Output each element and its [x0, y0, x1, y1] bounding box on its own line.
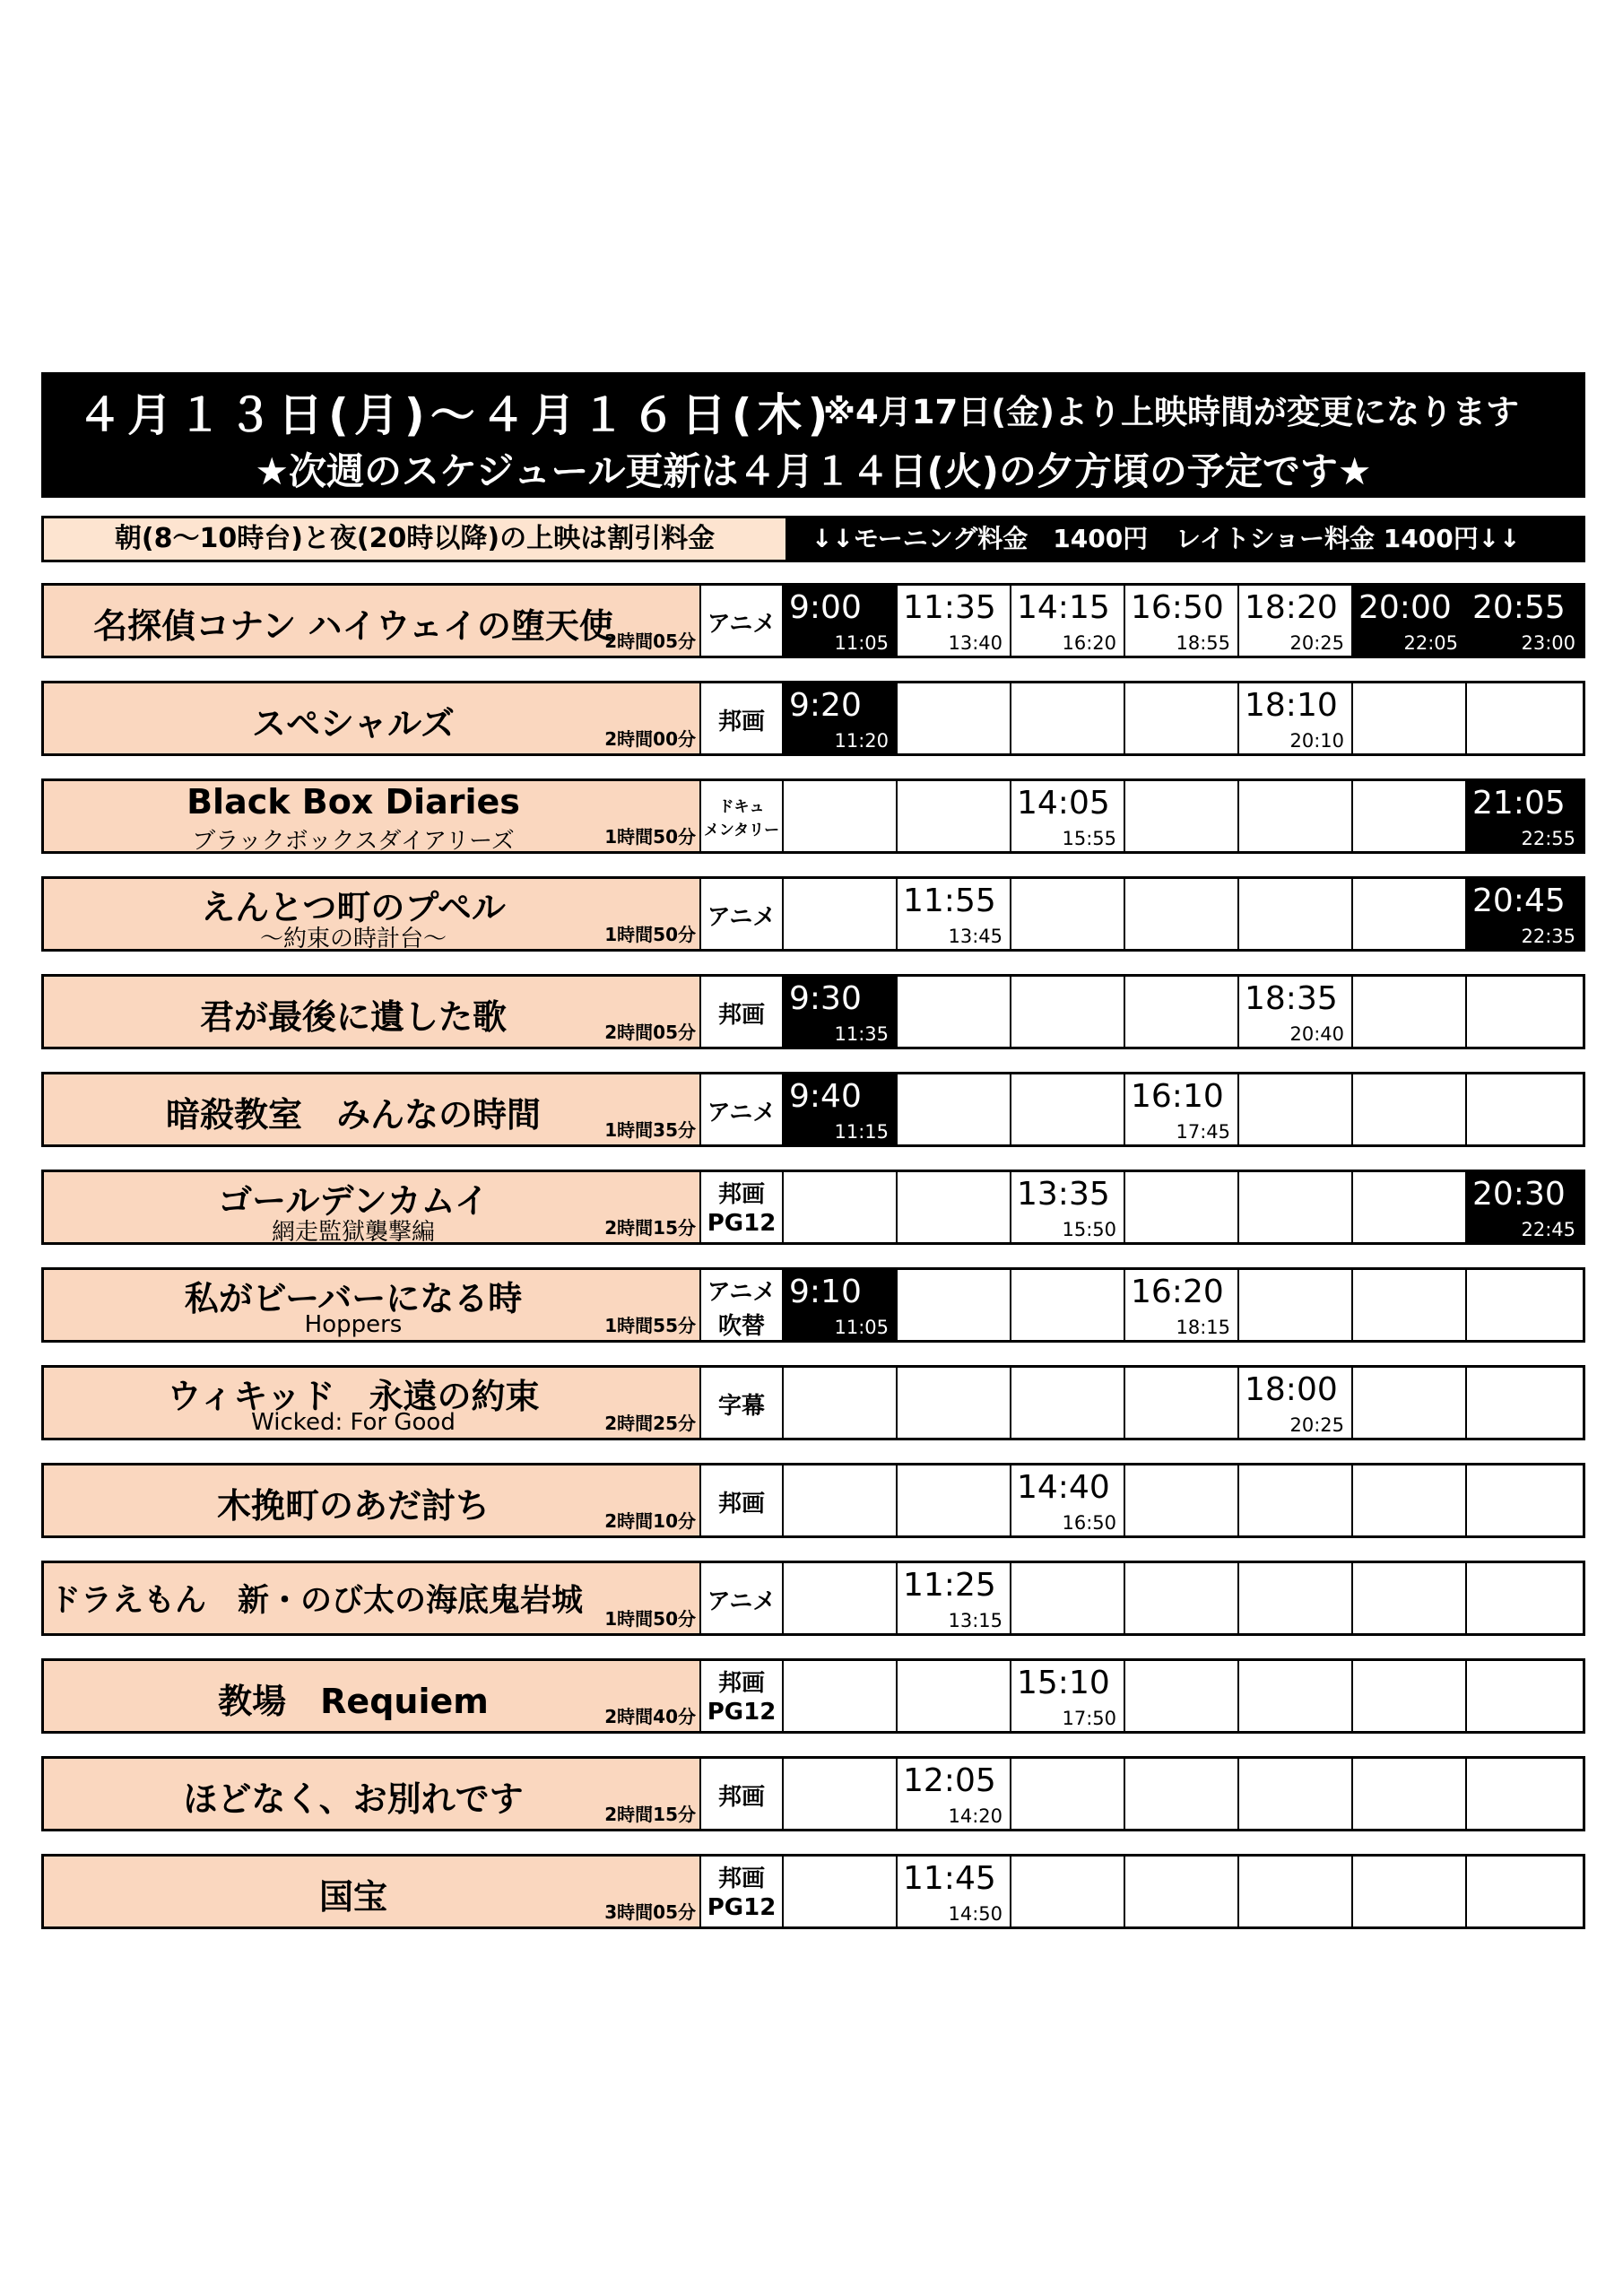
showtime-end: 22:35 — [1521, 926, 1575, 947]
movie-title-cell — [44, 977, 701, 1047]
showtime-slot — [898, 586, 1011, 656]
showtime-slot — [1011, 1661, 1125, 1731]
showtime-slot — [1011, 781, 1125, 851]
empty-slot — [1011, 683, 1125, 753]
movie-category — [701, 1661, 784, 1731]
category-label: アニメ — [707, 611, 777, 638]
empty-slot — [1239, 1661, 1353, 1731]
empty-slot — [1125, 1661, 1239, 1731]
showtime-end: 11:20 — [834, 730, 889, 752]
showtime-end: 11:05 — [834, 1317, 889, 1338]
empty-slot — [1239, 1270, 1353, 1340]
showtime-start: 18:20 — [1245, 589, 1338, 626]
movie-category — [701, 683, 784, 753]
movie-subtitle: Wicked: For Good — [251, 1409, 456, 1436]
showtime-start: 11:35 — [903, 589, 996, 626]
category-label: アニメ — [707, 1279, 777, 1306]
showtime-start: 9:10 — [789, 1274, 862, 1310]
movie-title: ウィキッド 永遠の約束 — [167, 1377, 540, 1416]
empty-slot — [1239, 879, 1353, 949]
empty-slot — [784, 781, 898, 851]
movie-subtitle: 網走監獄襲撃編 — [271, 1219, 435, 1242]
movie-duration: 1時間50分 — [604, 1608, 696, 1630]
empty-slot — [898, 1465, 1011, 1535]
movie-title-cell — [44, 1465, 701, 1535]
movie-row — [41, 1170, 1585, 1245]
movie-title-cell — [44, 1172, 701, 1242]
empty-slot — [1467, 1661, 1583, 1731]
showtime-slot — [784, 586, 898, 656]
movie-title-cell — [44, 879, 701, 949]
movie-title: ドラえもん 新・のび太の海底鬼岩城 — [49, 1583, 584, 1619]
empty-slot — [1011, 977, 1125, 1047]
empty-slot — [1353, 1563, 1467, 1633]
late-show-price: レイトショー料金 1400円↓↓ — [1176, 524, 1521, 553]
movie-duration: 2時間25分 — [604, 1413, 696, 1434]
showtime-slot — [1011, 586, 1125, 656]
movie-category — [701, 1759, 784, 1829]
discount-note: 朝(8～10時台)と夜(20時以降)の上映は割引料金 — [44, 518, 788, 560]
movie-row — [41, 974, 1585, 1049]
empty-slot — [1467, 1563, 1583, 1633]
movie-category — [701, 1368, 784, 1438]
movie-row — [41, 1072, 1585, 1147]
category-label: PG12 — [707, 1210, 777, 1237]
category-label: ドキュ — [718, 798, 765, 816]
movie-title: えんとつ町のプペル — [201, 888, 506, 927]
movie-row — [41, 1658, 1585, 1734]
category-label: 邦画 — [717, 1866, 765, 1892]
movie-row — [41, 681, 1585, 756]
showtime-start: 11:55 — [903, 883, 996, 919]
movie-category — [701, 1270, 784, 1340]
category-label: 邦画 — [717, 709, 765, 735]
showtime-start: 16:50 — [1131, 589, 1224, 626]
movie-duration: 2時間10分 — [604, 1510, 696, 1532]
movie-title: 暗殺教室 みんなの時間 — [165, 1095, 541, 1135]
showtime-start: 16:10 — [1131, 1078, 1224, 1115]
empty-slot — [1125, 1857, 1239, 1926]
movie-category — [701, 879, 784, 949]
movie-category — [701, 1857, 784, 1926]
showtime-end: 20:40 — [1289, 1023, 1344, 1045]
empty-slot — [1467, 683, 1583, 753]
empty-slot — [1467, 1857, 1583, 1926]
empty-slot — [898, 977, 1011, 1047]
empty-slot — [1353, 879, 1467, 949]
showtime-end: 13:40 — [948, 632, 1002, 654]
showtime-end: 11:05 — [834, 632, 889, 654]
showtime-end: 20:25 — [1289, 1414, 1344, 1436]
empty-slot — [1011, 1759, 1125, 1829]
empty-slot — [1125, 683, 1239, 753]
showtime-end: 17:45 — [1176, 1121, 1230, 1143]
movie-row — [41, 583, 1585, 658]
discount-banner — [41, 516, 1585, 562]
showtime-slot — [1467, 879, 1583, 949]
showtime-end: 11:35 — [834, 1023, 889, 1045]
showtime-start: 14:40 — [1017, 1469, 1110, 1506]
showtime-start: 15:10 — [1017, 1665, 1110, 1701]
showtime-end: 20:25 — [1289, 632, 1344, 654]
empty-slot — [1239, 781, 1353, 851]
showtime-slot — [1467, 781, 1583, 851]
movie-title: 君が最後に遺した歌 — [199, 997, 507, 1037]
schedule-change-note: ※4月17日(金)より上映時間が変更になります — [823, 393, 1520, 431]
empty-slot — [1011, 1563, 1125, 1633]
showtime-slot — [784, 977, 898, 1047]
movie-title-cell — [44, 1368, 701, 1438]
empty-slot — [784, 1661, 898, 1731]
showtime-start: 12:05 — [903, 1762, 996, 1799]
showtime-start: 9:20 — [789, 687, 862, 724]
showtime-slot — [898, 1759, 1011, 1829]
showtime-slot — [784, 683, 898, 753]
empty-slot — [1353, 781, 1467, 851]
movie-title-cell — [44, 1661, 701, 1731]
empty-slot — [1353, 1074, 1467, 1144]
movie-category — [701, 977, 784, 1047]
empty-slot — [784, 879, 898, 949]
empty-slot — [1125, 879, 1239, 949]
empty-slot — [1125, 1172, 1239, 1242]
empty-slot — [1353, 683, 1467, 753]
showtime-start: 14:15 — [1017, 589, 1110, 626]
empty-slot — [1239, 1172, 1353, 1242]
showtime-end: 15:55 — [1062, 828, 1116, 849]
movie-row — [41, 1365, 1585, 1440]
empty-slot — [1353, 1368, 1467, 1438]
empty-slot — [898, 1368, 1011, 1438]
showtime-start: 18:00 — [1245, 1371, 1338, 1408]
empty-slot — [1239, 1759, 1353, 1829]
movie-title: 私がビーバーになる時 — [184, 1279, 523, 1318]
empty-slot — [1467, 1368, 1583, 1438]
empty-slot — [784, 1563, 898, 1633]
category-label: アニメ — [707, 904, 777, 931]
movie-title-cell — [44, 1270, 701, 1340]
empty-slot — [1467, 1465, 1583, 1535]
category-label: 邦画 — [717, 1491, 765, 1518]
empty-slot — [1011, 1270, 1125, 1340]
empty-slot — [1353, 977, 1467, 1047]
showtime-slot — [898, 1857, 1011, 1926]
showtime-start: 9:40 — [789, 1078, 862, 1115]
empty-slot — [784, 1759, 898, 1829]
movie-title-cell — [44, 683, 701, 753]
empty-slot — [1011, 1074, 1125, 1144]
movie-duration: 3時間05分 — [604, 1901, 696, 1923]
schedule-header — [41, 372, 1585, 498]
category-label: 邦画 — [717, 1784, 765, 1811]
movie-title: 教場 Requiem — [218, 1682, 489, 1721]
showtime-start: 11:25 — [903, 1567, 996, 1604]
movie-duration: 1時間35分 — [604, 1119, 696, 1141]
showtime-slot — [1125, 586, 1239, 656]
showtime-slot — [1353, 586, 1467, 656]
movie-duration: 1時間50分 — [604, 826, 696, 848]
empty-slot — [1467, 1759, 1583, 1829]
movie-subtitle: ～約束の時計台～ — [259, 926, 447, 949]
empty-slot — [1011, 1368, 1125, 1438]
movie-row — [41, 1854, 1585, 1929]
showtime-start: 18:35 — [1245, 980, 1338, 1017]
movie-row — [41, 1756, 1585, 1831]
movie-title-cell — [44, 1759, 701, 1829]
category-label: 邦画 — [717, 1002, 765, 1029]
showtime-start: 20:30 — [1472, 1176, 1566, 1213]
showtime-end: 20:10 — [1289, 730, 1344, 752]
movie-title: スペシャルズ — [251, 704, 456, 744]
showtime-start: 11:45 — [903, 1860, 996, 1897]
movie-title: ゴールデンカムイ — [218, 1181, 489, 1221]
empty-slot — [1125, 1563, 1239, 1633]
movie-row — [41, 1463, 1585, 1538]
showtime-end: 15:50 — [1062, 1219, 1116, 1240]
movie-category — [701, 586, 784, 656]
category-label: アニメ — [707, 1588, 777, 1615]
showtime-end: 22:45 — [1521, 1219, 1575, 1240]
category-label: 邦画 — [717, 1670, 765, 1697]
movie-duration: 2時間15分 — [604, 1804, 696, 1825]
movie-duration: 2時間05分 — [604, 631, 696, 652]
showtime-end: 18:55 — [1176, 632, 1230, 654]
showtime-end: 13:15 — [948, 1610, 1002, 1631]
showtime-start: 9:30 — [789, 980, 862, 1017]
showtime-end: 13:45 — [948, 926, 1002, 947]
movie-row — [41, 1561, 1585, 1636]
empty-slot — [1353, 1857, 1467, 1926]
showtime-slot — [1125, 1270, 1239, 1340]
showtime-start: 21:05 — [1472, 785, 1566, 822]
empty-slot — [898, 1074, 1011, 1144]
showtime-slot — [1239, 977, 1353, 1047]
category-label: PG12 — [707, 1894, 777, 1921]
showtime-slot — [1011, 1172, 1125, 1242]
empty-slot — [1467, 1270, 1583, 1340]
showtime-slot — [898, 1563, 1011, 1633]
empty-slot — [1353, 1270, 1467, 1340]
showtime-end: 22:55 — [1521, 828, 1575, 849]
next-update-note: ★次週のスケジュール更新は４月１４日(火)の夕方頃の予定です★ — [255, 449, 1372, 493]
empty-slot — [1125, 977, 1239, 1047]
showtime-slot — [784, 1270, 898, 1340]
category-label: PG12 — [707, 1699, 777, 1726]
movie-title: 木挽町のあだ討ち — [216, 1486, 490, 1526]
movie-title-cell — [44, 1857, 701, 1926]
showtime-end: 11:15 — [834, 1121, 889, 1143]
empty-slot — [1353, 1661, 1467, 1731]
showtime-slot — [1239, 683, 1353, 753]
showtime-start: 14:05 — [1017, 785, 1110, 822]
empty-slot — [1467, 977, 1583, 1047]
movie-title: 国宝 — [318, 1877, 387, 1917]
empty-slot — [898, 1172, 1011, 1242]
movie-category — [701, 1563, 784, 1633]
showtime-start: 20:55 — [1472, 589, 1566, 626]
movie-title-cell — [44, 781, 701, 851]
movie-category — [701, 1172, 784, 1242]
empty-slot — [1239, 1857, 1353, 1926]
showtime-slot — [1467, 586, 1583, 656]
showtime-start: 16:20 — [1131, 1274, 1224, 1310]
movie-row — [41, 1267, 1585, 1343]
category-label: 吹替 — [717, 1313, 765, 1340]
showtime-end: 14:50 — [948, 1903, 1002, 1925]
showtime-end: 17:50 — [1062, 1708, 1116, 1729]
category-label: メンタリー — [703, 822, 780, 839]
showtime-slot — [898, 879, 1011, 949]
empty-slot — [898, 1270, 1011, 1340]
movie-duration: 2時間40分 — [604, 1706, 696, 1727]
category-label: アニメ — [707, 1100, 777, 1126]
movie-title-cell — [44, 1563, 701, 1633]
showtime-end: 22:05 — [1403, 632, 1458, 654]
showtime-slot — [784, 1074, 898, 1144]
empty-slot — [1125, 1368, 1239, 1438]
movie-title-cell — [44, 586, 701, 656]
movie-title: Black Box Diaries — [187, 782, 520, 822]
movie-subtitle: Hoppers — [304, 1311, 403, 1338]
empty-slot — [1125, 781, 1239, 851]
showtime-end: 18:15 — [1176, 1317, 1230, 1338]
empty-slot — [784, 1368, 898, 1438]
movie-title: 名探偵コナン ハイウェイの堕天使 — [93, 606, 613, 646]
movie-duration: 1時間50分 — [604, 924, 696, 945]
showtime-end: 14:20 — [948, 1805, 1002, 1827]
empty-slot — [1353, 1759, 1467, 1829]
showtime-slot — [1125, 1074, 1239, 1144]
movie-title: ほどなく、お別れです — [183, 1779, 524, 1819]
movie-duration: 2時間15分 — [604, 1217, 696, 1239]
empty-slot — [784, 1465, 898, 1535]
morning-price: ↓↓モーニング料金 1400円 — [812, 524, 1149, 553]
movie-duration: 2時間05分 — [604, 1022, 696, 1043]
showtime-slot — [1011, 1465, 1125, 1535]
empty-slot — [1239, 1563, 1353, 1633]
showtime-slot — [1239, 1368, 1353, 1438]
category-label: 字幕 — [717, 1393, 765, 1420]
empty-slot — [1467, 1074, 1583, 1144]
movie-row — [41, 778, 1585, 854]
category-label: 邦画 — [717, 1181, 765, 1208]
showtime-end: 23:00 — [1521, 632, 1575, 654]
movie-duration: 2時間00分 — [604, 728, 696, 750]
empty-slot — [1239, 1074, 1353, 1144]
empty-slot — [898, 781, 1011, 851]
movie-duration: 1時間55分 — [604, 1315, 696, 1336]
showtime-slot — [1239, 586, 1353, 656]
showtime-end: 16:50 — [1062, 1512, 1116, 1534]
empty-slot — [1239, 1465, 1353, 1535]
movie-subtitle: ブラックボックスダイアリーズ — [192, 828, 515, 851]
empty-slot — [1125, 1759, 1239, 1829]
empty-slot — [1011, 1857, 1125, 1926]
movie-title-cell — [44, 1074, 701, 1144]
movie-category — [701, 781, 784, 851]
showtime-start: 9:00 — [789, 589, 862, 626]
showtime-start: 20:00 — [1358, 589, 1452, 626]
showtime-start: 20:45 — [1472, 883, 1566, 919]
empty-slot — [1353, 1465, 1467, 1535]
movie-category — [701, 1465, 784, 1535]
empty-slot — [1125, 1465, 1239, 1535]
showtime-end: 16:20 — [1062, 632, 1116, 654]
empty-slot — [1353, 1172, 1467, 1242]
movie-row — [41, 876, 1585, 952]
showtime-start: 18:10 — [1245, 687, 1338, 724]
empty-slot — [898, 1661, 1011, 1731]
schedule-date-range: ４月１３日(月)～４月１６日(木) — [77, 389, 834, 441]
empty-slot — [1011, 879, 1125, 949]
showtime-start: 13:35 — [1017, 1176, 1110, 1213]
showtime-slot — [1467, 1172, 1583, 1242]
empty-slot — [784, 1172, 898, 1242]
movie-category — [701, 1074, 784, 1144]
empty-slot — [784, 1857, 898, 1926]
empty-slot — [898, 683, 1011, 753]
